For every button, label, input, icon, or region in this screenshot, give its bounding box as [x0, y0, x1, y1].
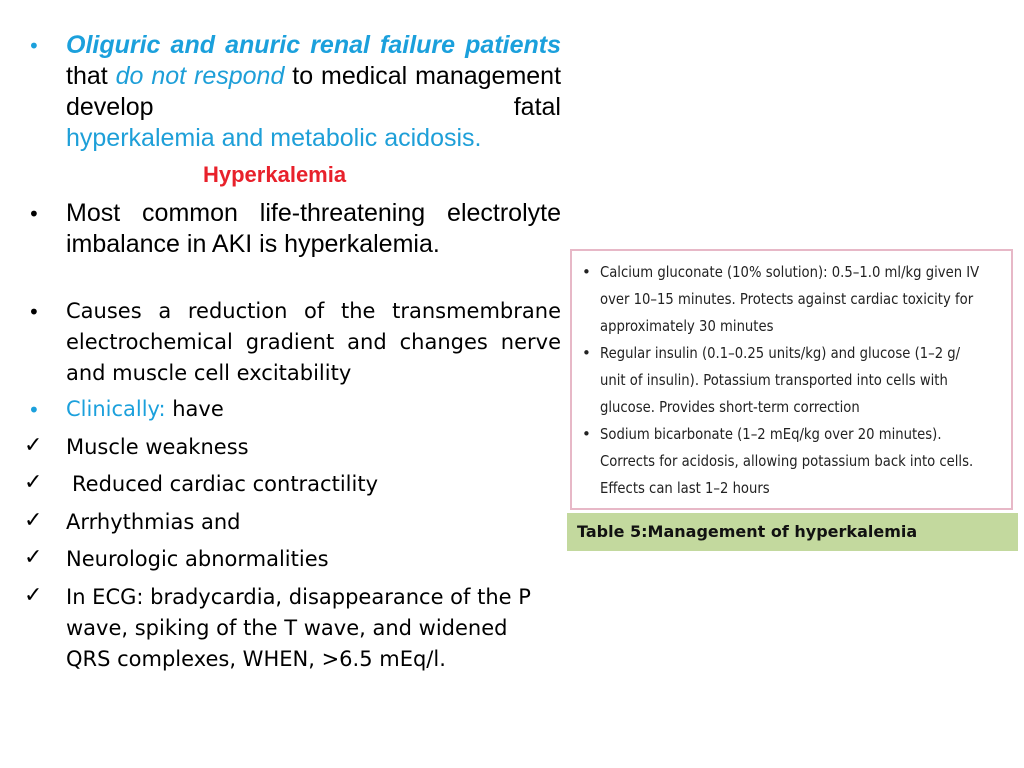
intro-lead: Oliguric and anuric renal failure patients — [66, 31, 561, 59]
check-icon: ✓ — [24, 470, 43, 495]
intro-do-not-respond: do not respond — [115, 62, 285, 90]
check-icon: ✓ — [24, 545, 43, 570]
check-item: Muscle weakness — [66, 435, 249, 459]
management-table — [570, 249, 1013, 510]
table-bullet: • — [582, 263, 591, 281]
table-bullet: • — [582, 425, 591, 443]
check-item: Arrhythmias and — [66, 510, 241, 534]
bullet-marker: • — [28, 398, 40, 422]
check-icon: ✓ — [24, 433, 43, 458]
table-line: Sodium bicarbonate (1–2 mEq/kg over 20 minutes). — [600, 425, 942, 443]
causes-paragraph: Causes a reduction of the transmembrane electrochemical gradient and changes nerve and muscle cell excitability — [66, 299, 561, 385]
table-bullet: • — [582, 344, 591, 362]
clinically-label: Clinically: — [66, 397, 166, 421]
table-line: Regular insulin (0.1–0.25 units/kg) and glucose (1–2 g/ — [600, 344, 961, 362]
common-paragraph: Most common life-threatening electrolyte imbalance in AKI is hyperkalemia. — [66, 199, 561, 258]
bullet-marker: • — [28, 300, 40, 324]
table-line: glucose. Provides short-term correction — [600, 398, 860, 416]
table-line: approximately 30 minutes — [600, 317, 774, 335]
clinically-line — [66, 394, 561, 425]
bullet-marker: • — [28, 202, 40, 226]
check-icon: ✓ — [24, 508, 43, 533]
section-heading: Hyperkalemia — [203, 162, 347, 187]
table-line: unit of insulin). Potassium transported into cells with — [600, 371, 948, 389]
table-line: Effects can last 1–2 hours — [600, 479, 770, 497]
table-line: Corrects for acidosis, allowing potassium back into cells. — [600, 452, 974, 470]
table-line: Calcium gluconate (10% solution): 0.5–1.0 ml/kg given IV — [600, 263, 980, 281]
check-icon: ✓ — [24, 583, 43, 608]
table-caption: Table 5:Management of hyperkalemia — [567, 513, 1018, 551]
check-item: In ECG: bradycardia, disappearance of the P wave, spiking of the T wave, and widened QRS complexes, WHEN, >6.5 mEq/l. — [66, 585, 531, 671]
clinically-rest: have — [172, 397, 224, 421]
intro-outcome: hyperkalemia and metabolic acidosis. — [66, 124, 482, 152]
bullet-marker: • — [28, 34, 40, 58]
check-item: Reduced cardiac contractility — [72, 472, 378, 496]
intro-that: that — [66, 62, 108, 90]
intro-line — [66, 30, 561, 123]
table-line: over 10–15 minutes. Protects against cardiac toxicity for — [600, 290, 974, 308]
check-item: Neurologic abnormalities — [66, 547, 329, 571]
intro-paragraph — [66, 30, 561, 154]
intro-to-medical: to medical management develop fatal — [66, 62, 562, 121]
